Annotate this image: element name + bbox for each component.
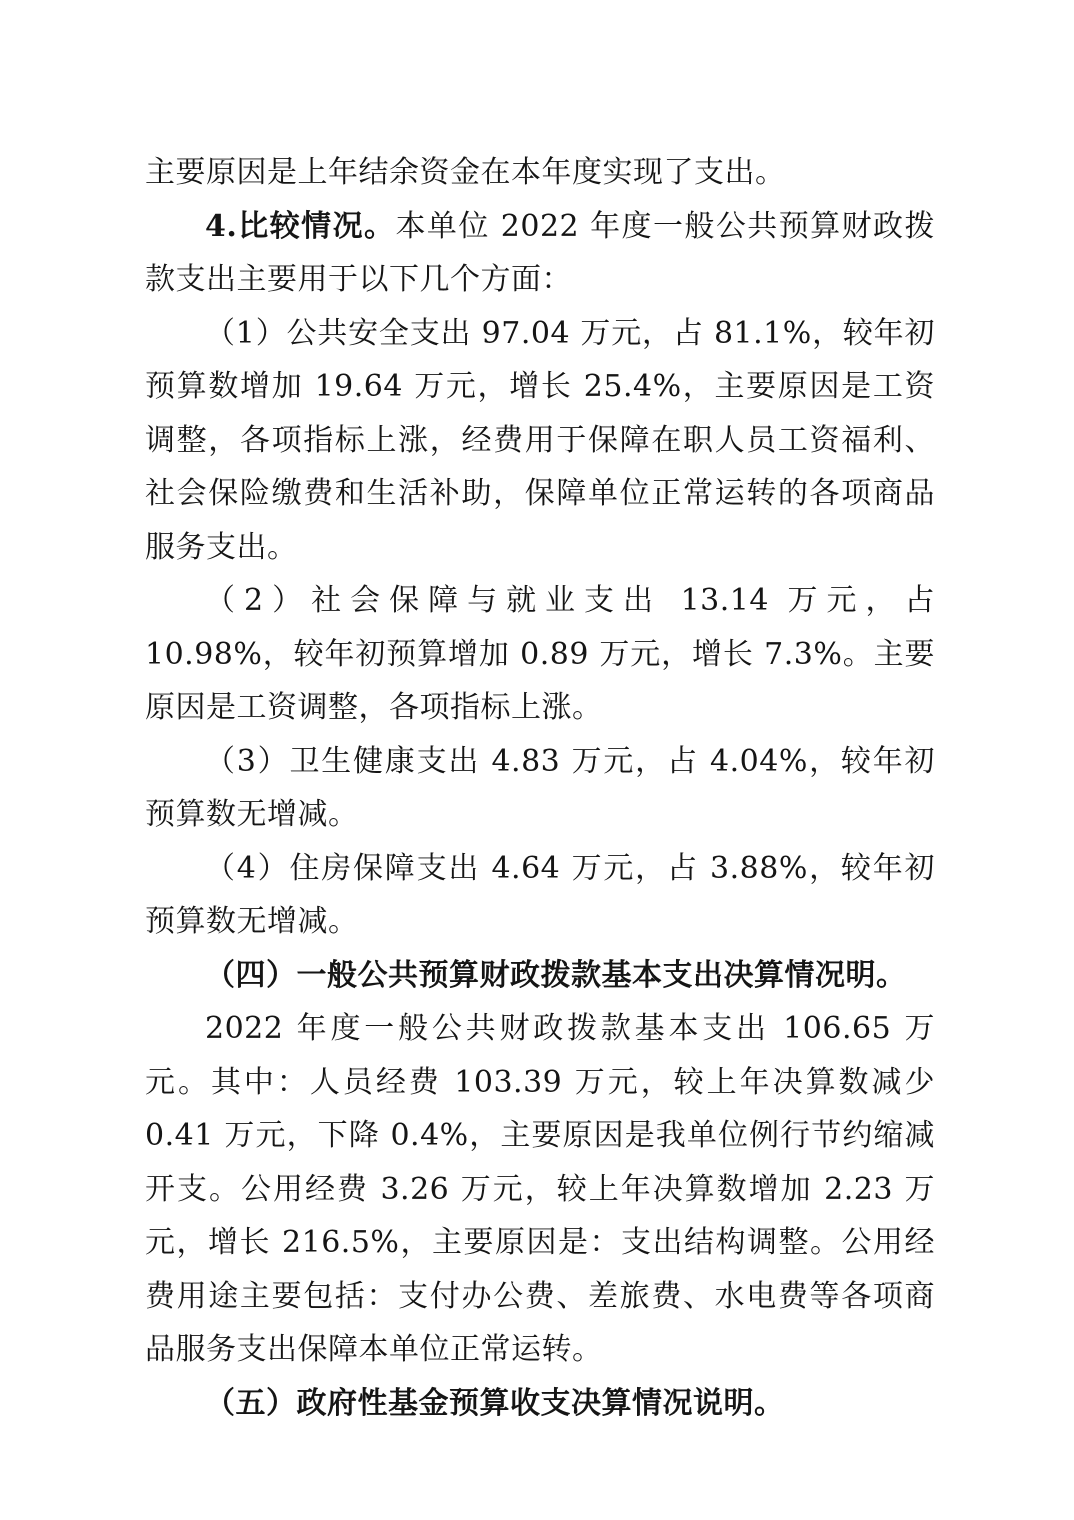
- text-run: （3）卫生健康支出 4.83 万元，占 4.04%，较年初预算数无增减。: [145, 743, 935, 832]
- paragraph-item-3-health: [145, 735, 935, 842]
- text-run: （1）公共安全支出 97.04 万元，占 81.1%，较年初预算数增加 19.64 万元，增长 25.4%，主要原因是工资调整，各项指标上涨，经费用于保障在职人员工资福利、社会保险缴费和生活补助，保障单位正常运转的各项商品服务支出。: [145, 315, 935, 565]
- text-run: （2）社会保障与就业支出 13.14 万元，占 10.98%，较年初预算增加 0.89 万元，增长 7.3%。主要原因是工资调整，各项指标上涨。: [145, 583, 935, 725]
- paragraph-section-4-comparison: [145, 200, 935, 307]
- text-run: 2022 年度一般公共财政拨款基本支出 106.65 万元。其中：人员经费 103.39 万元，较上年决算数减少 0.41 万元，下降 0.4%，主要原因是我单位例行节约缩减开支。公用经费 3.26 万元，较上年决算数增加 2.23 万元，增长 216.5%，主要原因是：支出结构调整。公用经费用途主要包括：支付办公费、差旅费、水电费等各项商品服务支出保障本单位正常运转。: [145, 1011, 935, 1367]
- text-run: 本单位 2022 年度一般公共预算财政拨款支出主要用于以下几个方面：: [145, 208, 935, 297]
- heading-section-iv: [145, 949, 935, 1003]
- paragraph-basic-expenditure-detail: [145, 1002, 935, 1377]
- heading-text: （五）政府性基金预算收支决算情况说明。: [205, 1385, 785, 1421]
- heading-section-v: [145, 1377, 935, 1431]
- paragraph-item-4-housing: [145, 842, 935, 949]
- text-run: （4）住房保障支出 4.64 万元，占 3.88%，较年初预算数无增减。: [145, 850, 935, 939]
- text-run: 主要原因是上年结余资金在本年度实现了支出。: [145, 155, 786, 190]
- heading-text: （四）一般公共预算财政拨款基本支出决算情况明。: [205, 957, 907, 993]
- paragraph-item-1-public-safety: [145, 307, 935, 575]
- paragraph-continuation: [145, 146, 935, 200]
- inline-heading-run: 4.比较情况。: [205, 208, 396, 244]
- document-text-block: [145, 146, 935, 1430]
- paragraph-item-2-social-security: [145, 574, 935, 735]
